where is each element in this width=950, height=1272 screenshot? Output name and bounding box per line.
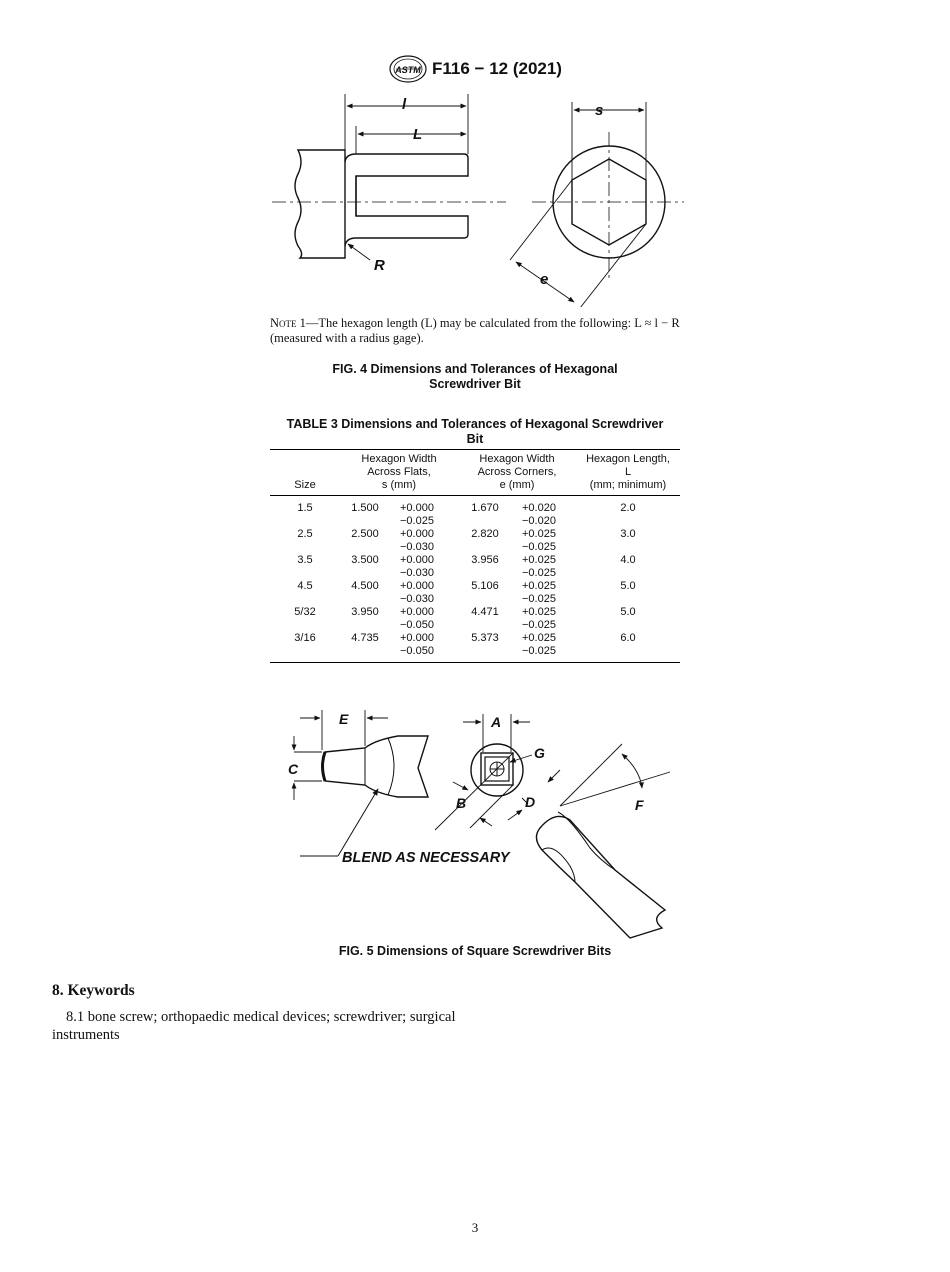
table-row: [270, 554, 680, 580]
cell-s: 1.500: [351, 502, 379, 514]
cell-s-tolerance: +0.000 −0.025: [400, 502, 434, 527]
section-8-heading: 8. Keywords: [52, 982, 135, 999]
figure-4-caption-line2: Screwdriver Bit: [429, 377, 521, 391]
standard-designation: F116 − 12 (2021): [432, 59, 562, 78]
cell-s-tolerance: +0.000 −0.050: [400, 606, 434, 631]
dim-label-A: A: [491, 714, 502, 730]
cell-s: 3.950: [351, 606, 379, 618]
figure-4-caption-line1: FIG. 4 Dimensions and Tolerances of Hexagonal: [332, 362, 618, 376]
cell-e: 5.106: [471, 580, 499, 592]
cell-s-tolerance: +0.000 −0.030: [400, 580, 434, 605]
note-number: 1: [299, 316, 306, 330]
angled-tip-outline: [536, 816, 665, 938]
bit-head-outline: [295, 150, 345, 258]
astm-logo-icon: [388, 54, 428, 84]
cell-L: 2.0: [620, 502, 636, 514]
cell-s: 4.500: [351, 580, 379, 592]
cell-e-tolerance: +0.025 −0.025: [522, 606, 556, 631]
page-header: [0, 54, 950, 84]
cell-size: 2.5: [297, 528, 313, 540]
blend-label: BLEND AS NECESSARY: [342, 850, 510, 866]
cell-e: 2.820: [471, 528, 499, 540]
dim-label-G: G: [534, 745, 545, 761]
cell-size: 1.5: [297, 502, 313, 514]
table-3: [270, 449, 680, 663]
table-row: [270, 632, 680, 663]
dim-label-E: E: [339, 711, 349, 727]
cell-s: 4.735: [351, 632, 379, 644]
table-3-caption-line1: TABLE 3 Dimensions and Tolerances of Hexagonal Screwdriver: [286, 417, 664, 431]
cell-e: 5.373: [471, 632, 499, 644]
dim-label-s: s: [595, 102, 604, 119]
table-header-row: [270, 450, 680, 496]
dim-label-D: D: [525, 794, 536, 810]
cell-L: 5.0: [620, 580, 636, 592]
cell-e-tolerance: +0.020 −0.020: [522, 502, 556, 527]
header-across-corners: Hexagon Width Across Corners, e (mm): [477, 453, 557, 491]
header-size: Size: [294, 479, 316, 491]
dim-label-F: F: [635, 797, 644, 813]
header-across-flats: Hexagon Width Across Flats, s (mm): [361, 453, 437, 491]
square-tip-side-outline: [323, 736, 429, 797]
table-row: [270, 496, 680, 529]
figure-4-caption: [300, 362, 650, 392]
cell-e: 1.670: [471, 502, 499, 514]
note-text: —The hexagon length (L) may be calculated from the following: L ≈ l − R (measured with a radius gage).: [270, 316, 680, 345]
figure-5-drawing: [270, 700, 680, 940]
note-label: Note: [270, 316, 297, 330]
dim-label-l: l: [402, 96, 407, 113]
figure-4-note: [270, 316, 690, 346]
cell-e-tolerance: +0.025 −0.025: [522, 632, 556, 657]
table-row: [270, 528, 680, 554]
cell-e-tolerance: +0.025 −0.025: [522, 528, 556, 553]
dim-label-e: e: [540, 271, 549, 288]
dim-label-C: C: [288, 761, 299, 777]
dim-label-L: L: [413, 126, 423, 143]
hex-shank-outline: [345, 154, 468, 246]
page-number: 3: [471, 1220, 479, 1235]
cell-s-tolerance: +0.000 −0.030: [400, 528, 434, 553]
table-row: [270, 606, 680, 632]
cell-L: 3.0: [620, 528, 636, 540]
cell-L: 4.0: [620, 554, 636, 566]
dim-label-R: R: [374, 257, 385, 274]
cell-e: 4.471: [471, 606, 499, 618]
cell-e-tolerance: +0.025 −0.025: [522, 580, 556, 605]
cell-s-tolerance: +0.000 −0.030: [400, 554, 434, 579]
cell-size: 3/16: [294, 632, 316, 644]
astm-logo-text: ASTM: [395, 65, 421, 75]
cell-L: 5.0: [620, 606, 636, 618]
cell-e-tolerance: +0.025 −0.025: [522, 554, 556, 579]
figure-5-caption: FIG. 5 Dimensions of Square Screwdriver Bits: [338, 944, 612, 958]
cell-e: 3.956: [471, 554, 499, 566]
cell-s: 3.500: [351, 554, 379, 566]
header-hexagon-length: Hexagon Length, L (mm; minimum): [586, 453, 670, 491]
dim-label-B: B: [456, 795, 467, 811]
table-3-caption: [270, 417, 680, 447]
cell-s: 2.500: [351, 528, 379, 540]
cell-s-tolerance: +0.000 −0.050: [400, 632, 434, 657]
section-8-body: 8.1 bone screw; orthopaedic medical devices; screwdriver; surgical instruments: [52, 1009, 456, 1043]
figure-4-drawing: [260, 92, 700, 307]
cell-L: 6.0: [620, 632, 636, 644]
table-3-caption-line2: Bit: [466, 432, 484, 446]
cell-size: 5/32: [294, 606, 316, 618]
cell-size: 4.5: [297, 580, 313, 592]
table-row: [270, 580, 680, 606]
cell-size: 3.5: [297, 554, 313, 566]
